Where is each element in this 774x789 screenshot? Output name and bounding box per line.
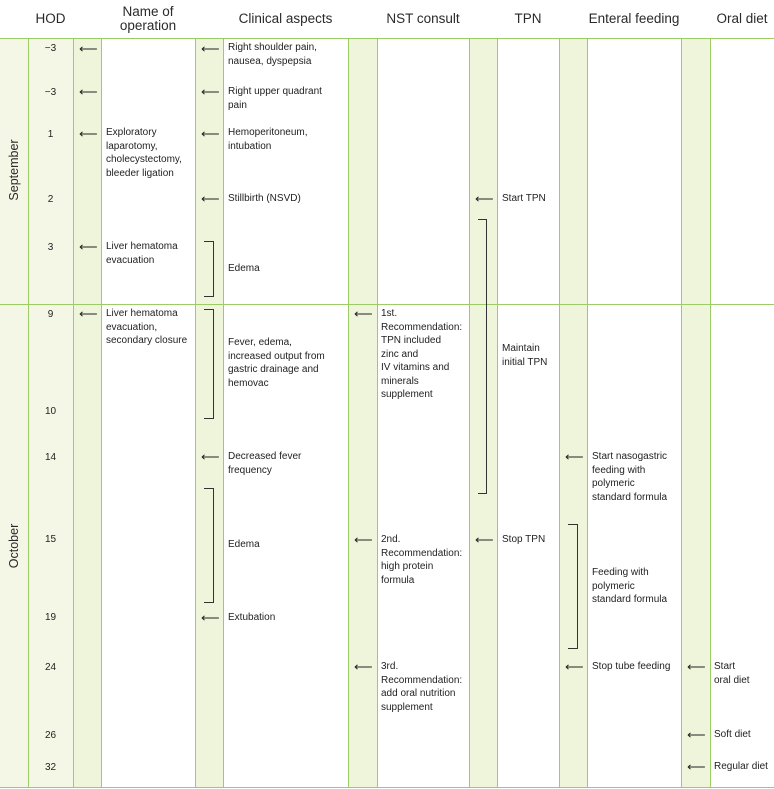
- left-arrow-icon: ⟵: [565, 449, 584, 464]
- header-nst-consult: NST consult: [386, 11, 460, 26]
- oral-text: Regular diet: [714, 761, 768, 772]
- left-arrow-icon: ⟵: [201, 126, 220, 141]
- left-arrow-icon: ⟵: [354, 532, 373, 547]
- enteral-text: Feeding with polymeric standard formula: [592, 567, 668, 605]
- left-arrow-icon: ⟵: [475, 532, 494, 547]
- duration-bracket: [204, 309, 214, 419]
- left-arrow-icon: ⟵: [475, 191, 494, 206]
- clinical-text: Extubation: [228, 612, 276, 623]
- month-divider: [0, 304, 774, 305]
- grid-vline: [587, 38, 588, 787]
- clinical-text: Right shoulder pain, nausea, dyspepsia: [228, 42, 317, 67]
- oral-text: Start oral diet: [714, 661, 750, 686]
- header-name-of-operation: Name of operation: [119, 4, 177, 33]
- duration-bracket: [204, 241, 214, 297]
- grid-vline: [497, 38, 498, 787]
- grid-vline: [559, 38, 560, 787]
- left-arrow-icon: ⟵: [687, 759, 706, 774]
- tpn-text: Maintain initial TPN: [502, 343, 548, 368]
- hod-value: −3: [44, 43, 57, 54]
- header-enteral-feeding: Enteral feeding: [588, 11, 680, 26]
- arrow-stripe-enteral: [559, 38, 587, 787]
- grid-vline: [469, 38, 470, 787]
- hod-value: 26: [44, 730, 57, 741]
- duration-bracket: [478, 219, 487, 494]
- left-arrow-icon: ⟵: [79, 41, 98, 56]
- month-label-september: September: [7, 139, 21, 201]
- operation-text: Exploratory laparotomy, cholecystectomy, bleeder ligation: [106, 127, 182, 179]
- left-arrow-icon: ⟵: [687, 727, 706, 742]
- duration-bracket: [204, 488, 214, 603]
- hod-value: 10: [44, 406, 57, 417]
- hod-value: 14: [44, 452, 57, 463]
- grid-vline: [223, 38, 224, 787]
- operation-text: Liver hematoma evacuation, secondary closure: [106, 308, 188, 346]
- month-label-october: October: [7, 523, 21, 569]
- grid-vline: [195, 38, 196, 787]
- header-oral-diet: Oral diet: [716, 11, 768, 26]
- left-arrow-icon: ⟵: [354, 659, 373, 674]
- arrow-stripe-nst: [348, 38, 377, 787]
- left-arrow-icon: ⟵: [565, 659, 584, 674]
- clinical-text: Decreased fever frequency: [228, 451, 302, 476]
- left-arrow-icon: ⟵: [354, 306, 373, 321]
- hod-value: 19: [44, 612, 57, 623]
- clinical-text: Right upper quadrant pain: [228, 86, 322, 111]
- oral-text: Soft diet: [714, 729, 751, 740]
- arrow-stripe-oral: [681, 38, 710, 787]
- grid-vline: [73, 38, 74, 787]
- nst-text: 2nd. Recommendation: high protein formula: [381, 534, 463, 586]
- tpn-text: Start TPN: [502, 193, 546, 204]
- clinical-text: Stillbirth (NSVD): [228, 193, 301, 204]
- arrow-stripe-operation: [73, 38, 101, 787]
- nst-text: 1st. Recommendation: TPN included zinc and IV vitamins and minerals supplement: [381, 308, 463, 400]
- hod-value: 1: [47, 129, 54, 140]
- left-arrow-icon: ⟵: [79, 126, 98, 141]
- grid-vline: [348, 38, 349, 787]
- left-arrow-icon: ⟵: [79, 84, 98, 99]
- grid-vline: [101, 38, 102, 787]
- clinical-text: Edema: [228, 263, 260, 274]
- hod-value: 15: [44, 534, 57, 545]
- clinical-text: Fever, edema, increased output from gastric drainage and hemovac: [228, 337, 325, 389]
- left-arrow-icon: ⟵: [201, 449, 220, 464]
- nst-text: 3rd. Recommendation: add oral nutrition supplement: [381, 661, 463, 713]
- tpn-text: Stop TPN: [502, 534, 546, 545]
- left-arrow-icon: ⟵: [201, 191, 220, 206]
- hod-value: 24: [44, 662, 57, 673]
- header-hod: HOD: [35, 11, 66, 26]
- table-bottom-border: [0, 787, 774, 788]
- grid-vline: [681, 38, 682, 787]
- operation-text: Liver hematoma evacuation: [106, 241, 178, 266]
- clinical-text: Hemoperitoneum, intubation: [228, 127, 308, 152]
- enteral-text: Stop tube feeding: [592, 661, 671, 672]
- grid-vline: [377, 38, 378, 787]
- hod-value: 3: [47, 242, 54, 253]
- hod-value: 2: [47, 194, 54, 205]
- hod-value: −3: [44, 87, 57, 98]
- duration-bracket: [568, 524, 578, 649]
- left-arrow-icon: ⟵: [79, 239, 98, 254]
- hod-value: 9: [47, 309, 54, 320]
- header-clinical-aspects: Clinical aspects: [238, 11, 333, 26]
- left-arrow-icon: ⟵: [201, 41, 220, 56]
- header-tpn: TPN: [514, 11, 542, 26]
- left-arrow-icon: ⟵: [687, 659, 706, 674]
- left-arrow-icon: ⟵: [79, 306, 98, 321]
- left-arrow-icon: ⟵: [201, 84, 220, 99]
- clinical-text: Edema: [228, 539, 260, 550]
- header-divider: [0, 38, 774, 39]
- hod-value: 32: [44, 762, 57, 773]
- left-arrow-icon: ⟵: [201, 610, 220, 625]
- enteral-text: Start nasogastric feeding with polymeric standard formula: [592, 451, 668, 503]
- grid-vline: [710, 38, 711, 787]
